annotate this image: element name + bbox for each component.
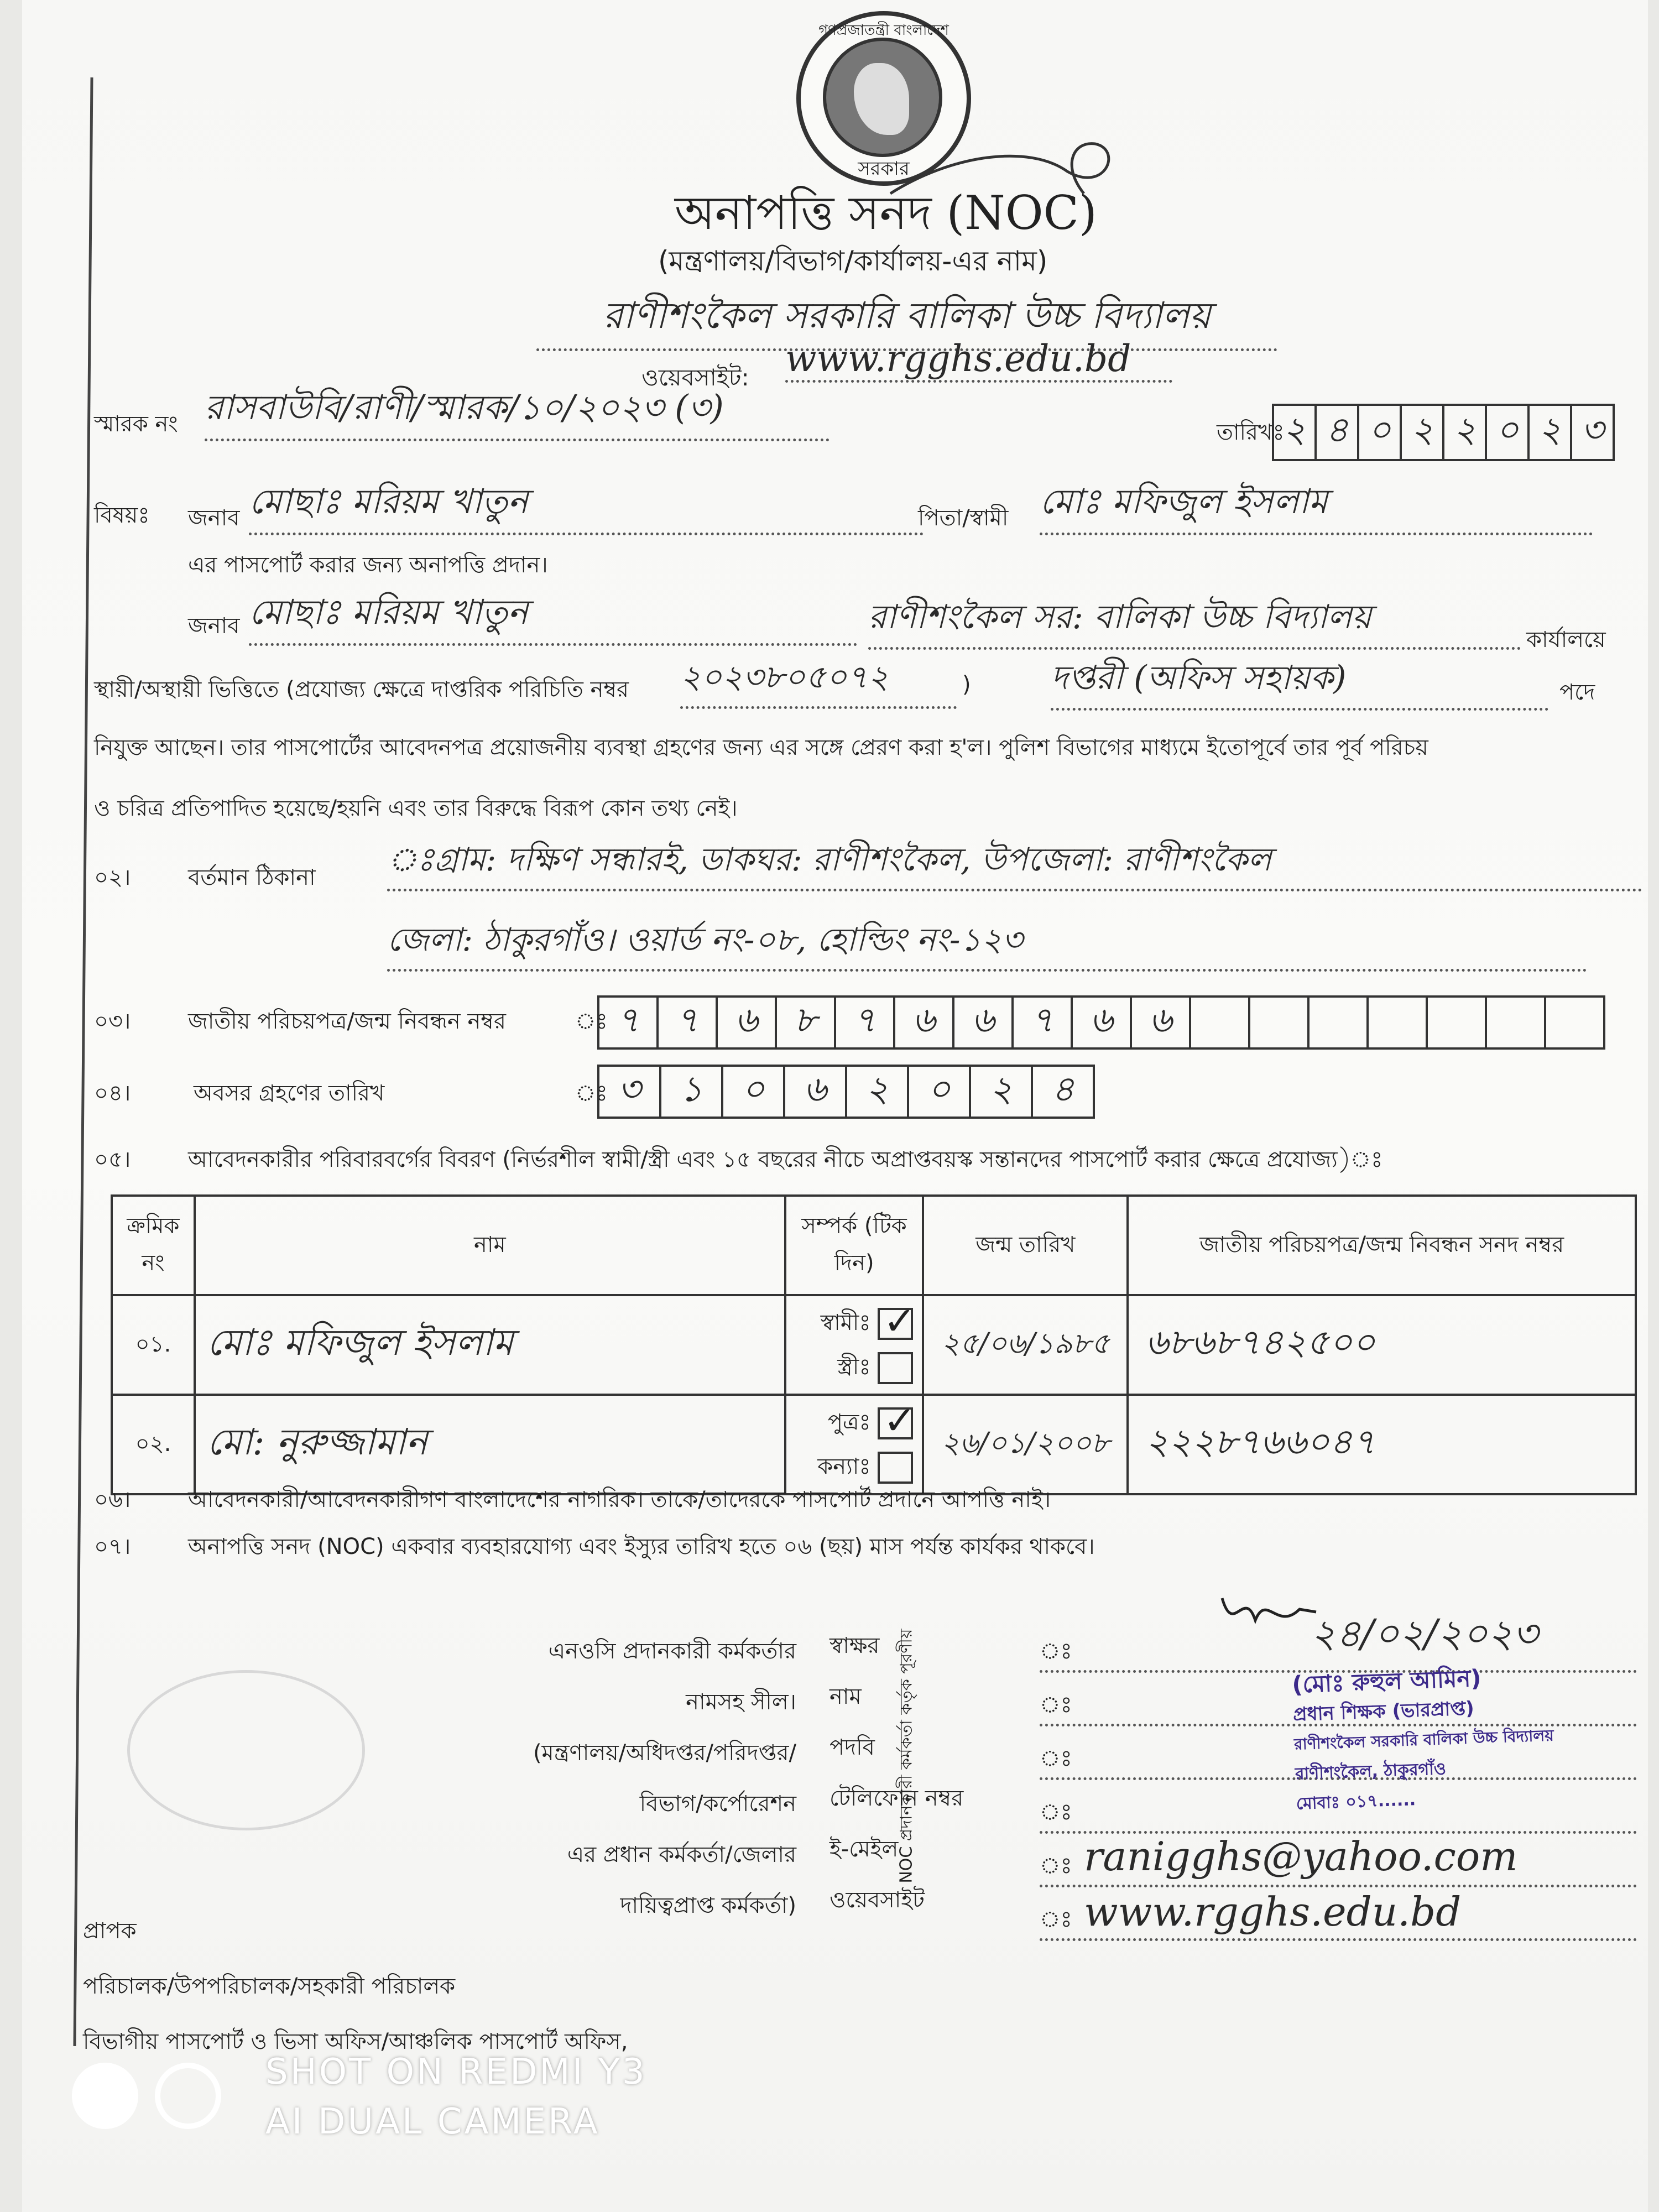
digit-box [1428, 998, 1487, 1047]
digit-box: ৪ [1317, 406, 1359, 459]
row-relation [785, 1395, 924, 1494]
digit-box: ০ [909, 1067, 971, 1117]
address-line1: ঃগ্রাম: দক্ষিণ সন্ধারই, ডাকঘর: রাণীশংকৈল, উপজেলা: রাণীশংকৈল [387, 835, 1642, 891]
digit-box: ৮ [777, 998, 836, 1047]
signatory-line: এনওসি প্রদানকারী কর্মকর্তার [548, 1639, 796, 1664]
digit-box: ৬ [895, 998, 954, 1047]
page-title: অনাপত্তি সনদ (NOC) [675, 186, 1097, 240]
digit-box: ০ [1487, 406, 1530, 459]
digit-box: ৭ [1014, 998, 1073, 1047]
father-name: মোঃ মফিজুল ইসলাম [1040, 476, 1593, 535]
signature-date: ২৪/০২/২০২৩ [1311, 1611, 1538, 1656]
basis-text: স্থায়ী/অস্থায়ী ভিত্তিতে (প্রযোজ্য ক্ষেত্রে দাপ্তরিক পরিচিতি নম্বর [94, 677, 629, 702]
retire-colon: ঃ [575, 1081, 608, 1106]
stamp-school: রাণীশংকৈল সরকারি বালিকা উচ্চ বিদ্যালয় [1293, 1726, 1554, 1754]
signatory-line: দায়িত্বপ্রাপ্ত কর্মকর্তা) [620, 1893, 796, 1918]
header-relation: সম্পর্ক (টিক দিন) [785, 1196, 924, 1295]
table-row [112, 1395, 1636, 1494]
id-close: ) [962, 672, 971, 697]
daughter-checkbox[interactable] [878, 1452, 913, 1484]
address-line2: জেলা: ঠাকুরগাঁও। ওয়ার্ড নং-০৮, হোল্ডিং নং-১২৩ [387, 915, 1587, 972]
item-05-number: ০৫। [94, 1147, 131, 1172]
row-dob: ২৬/০১/২০০৮ [923, 1395, 1128, 1494]
field-signature-label: স্বাক্ষর [830, 1633, 880, 1658]
subject-name: মোছাঃ মরিয়ম খাতুন [249, 476, 924, 535]
digit-box [1546, 998, 1603, 1047]
digit-box [1310, 998, 1369, 1047]
signatory-line: (মন্ত্রণালয়/অধিদপ্তর/পরিদপ্তর/ [533, 1740, 796, 1766]
faded-stamp-icon [127, 1670, 365, 1830]
website-value: www.rgghs.edu.bd [785, 337, 1172, 383]
body-name: মোছাঃ মরিয়ম খাতুন [249, 586, 857, 646]
row-serial: ০২. [112, 1395, 195, 1494]
signatory-line: এর প্রধান কর্মকর্তা/জেলার [567, 1842, 796, 1867]
digit-box: ২ [847, 1067, 909, 1117]
signature-scribble-icon [1211, 1582, 1322, 1648]
body-office: রাণীশংকৈল সর: বালিকা উচ্চ বিদ্যালয় [868, 592, 1521, 650]
relation-son-label: পুত্রঃ [827, 1410, 871, 1435]
colon: ঃ [1040, 1853, 1072, 1879]
header-dob: জন্ম তারিখ [923, 1196, 1128, 1295]
field-phone-label: টেলিফোন নম্বর [830, 1786, 964, 1811]
row-nid: ৬৮৬৮৭৪২৫০০ [1128, 1295, 1636, 1395]
header-nid: জাতীয় পরিচয়পত্র/জন্ম নিবন্ধন সনদ নম্বর [1128, 1196, 1636, 1295]
memo-label: স্মারক নং [94, 411, 178, 437]
nid-boxes [597, 995, 1605, 1050]
address-label: বর্তমান ঠিকানা [188, 865, 316, 890]
office-name: রাণীশংকৈল সরকারি বালিকা উচ্চ বিদ্যালয় [536, 288, 1277, 351]
date-label: তারিখঃ [1217, 420, 1285, 445]
table-row [112, 1295, 1636, 1395]
retire-boxes [597, 1065, 1095, 1119]
subject-label: বিষয়ঃ [94, 503, 150, 528]
digit-box: ৩ [1580, 409, 1604, 451]
signatory-line: নামসহ সীল। [686, 1689, 796, 1715]
subject-line2: এর পাসপোর্ট করার জন্য অনাপত্তি প্রদান। [188, 552, 548, 578]
email-value: ranigghs@yahoo.com [1084, 1833, 1518, 1880]
date-boxes [1272, 404, 1615, 461]
page-subtitle: (মন্ত্রণালয়/বিভাগ/কার্যালয়-এর নাম) [658, 245, 1048, 277]
recipient-line2: বিভাগীয় পাসপোর্ট ও ভিসা অফিস/আঞ্চলিক পাসপোর্ট অফিস, [83, 2029, 628, 2054]
row-name: মোঃ মফিজুল ইসলাম [195, 1295, 785, 1395]
watermark-dot-icon [72, 2063, 138, 2129]
bangladesh-map-icon [854, 63, 909, 135]
digit-box: ৬ [1132, 998, 1191, 1047]
digit-box [1191, 998, 1250, 1047]
family-label: আবেদনকারীর পরিবারবর্গের বিবরণ (নির্ভরশীল স্বামী/স্ত্রী এবং ১৫ বছরের নীচে অপ্রাপ্তবয়স্ক সন্তানদের পাসপোর্ট করার ক্ষেত্রে প্রযোজ্য)ঃ [188, 1147, 1383, 1172]
body-para3: ও চরিত্র প্রতিপাদিত হয়েছে/হয়নি এবং তার বিরুদ্ধে বিরূপ কোন তথ্য নেই। [94, 796, 738, 821]
website-signatory-value: www.rgghs.edu.bd [1084, 1888, 1462, 1935]
signatory-line: বিভাগ/কর্পোরেশন [639, 1791, 796, 1817]
stamp-title: প্রধান শিক্ষক (ভারপ্রাপ্ত) [1292, 1697, 1475, 1726]
stamp-place: রাণীশংকৈল, ঠাকুরগাঁও [1295, 1759, 1447, 1784]
document-page [22, 0, 1648, 2212]
digit-box: ২ [1274, 406, 1317, 459]
digit-box: ৭ [599, 998, 659, 1047]
seal-text-bottom: সরকার [858, 158, 910, 180]
memo-number: রাসবাউবি/রাণী/স্মারক/১০/২০২৩ (৩) [205, 382, 830, 441]
field-email-label: ই-মেইল [830, 1837, 899, 1862]
colon: ঃ [1040, 1799, 1072, 1825]
digit-box [1487, 998, 1546, 1047]
signatory-field-labels [830, 1620, 963, 1926]
item-07-number: ০৭। [94, 1534, 131, 1559]
body-janab: জনাব [188, 613, 240, 639]
item-06-number: ০৬। [94, 1487, 131, 1512]
digit-box [1250, 998, 1310, 1047]
wife-checkbox[interactable] [878, 1352, 913, 1384]
margin-line [73, 77, 93, 2046]
note-07: অনাপত্তি সনদ (NOC) একবার ব্যবহারযোগ্য এবং ইস্যুর তারিখ হতে ০৬ (ছয়) মাস পর্যন্ত কার্যকর থাকবে। [188, 1534, 1095, 1559]
row-relation [785, 1295, 924, 1395]
row-name: মো: নুরুজ্জামান [195, 1395, 785, 1494]
relation-wife-label: স্ত্রীঃ [837, 1354, 871, 1380]
digit-box: ২ [1444, 406, 1487, 459]
watermark-line2: AI DUAL CAMERA [265, 2101, 600, 2142]
digit-box: ২ [971, 1067, 1033, 1117]
subject-janab: জনাব [188, 505, 240, 531]
stamp-name: (মোঃ রুহুল আমিন) [1291, 1664, 1482, 1698]
field-designation-label: পদবি [830, 1735, 875, 1760]
seal-text-top: গণপ্রজাতন্ত্রী বাংলাদেশ [818, 22, 949, 39]
father-label: পিতা/স্বামী [918, 505, 1009, 531]
signatory-description [398, 1626, 796, 1931]
official-stamp [1291, 1659, 1606, 1819]
relation-husband-label: স্বামীঃ [820, 1310, 871, 1335]
digit-box: ০ [1359, 406, 1402, 459]
digit-box: ১ [661, 1067, 723, 1117]
colon: ঃ [1040, 1639, 1072, 1664]
stamp-mobile: মোবাঃ ০১৭...... [1296, 1790, 1416, 1814]
recipient-label: প্রাপক [83, 1918, 137, 1944]
nid-colon: ঃ [575, 1009, 608, 1034]
watermark-line1: SHOT ON REDMI Y3 [265, 2052, 647, 2093]
recipient-line1: পরিচালক/উপপরিচালক/সহকারী পরিচালক [83, 1974, 456, 1999]
field-name-label: নাম [830, 1684, 862, 1709]
row-dob: ২৫/০৬/১৯৮৫ [923, 1295, 1128, 1395]
digit-box: ০ [723, 1067, 785, 1117]
digit-box: ২ [1402, 406, 1444, 459]
header-serial: ক্রমিক নং [112, 1196, 195, 1295]
digit-box: ৪ [1051, 1068, 1074, 1110]
note-06: আবেদনকারী/আবেদনকারীগণ বাংলাদেশের নাগরিক। তাকে/তাদেরকে পাসপোর্ট প্রদানে আপত্তি নাই। [188, 1487, 1051, 1512]
nid-label: জাতীয় পরিচয়পত্র/জন্ম নিবন্ধন নম্বর [188, 1009, 506, 1034]
office-suffix: কার্যালয়ে [1526, 627, 1606, 653]
digit-box: ৭ [659, 998, 718, 1047]
retire-label: অবসর গ্রহণের তারিখ [194, 1081, 385, 1106]
designation: দপ্তরী (অফিস সহায়ক) [1051, 653, 1548, 711]
colon: ঃ [1040, 1746, 1072, 1771]
watermark-ring-icon [155, 2063, 221, 2129]
digit-box: ৬ [1073, 998, 1132, 1047]
son-checkbox[interactable] [878, 1407, 913, 1439]
digit-box: ৬ [954, 998, 1014, 1047]
digit-box: ২ [1530, 406, 1572, 459]
digit-box [1369, 998, 1428, 1047]
family-table-header [112, 1196, 1636, 1295]
website-label: ওয়েবসাইট: [641, 364, 749, 391]
digit-box: ৩ [599, 1067, 661, 1117]
office-id-number: ২০২৩৮০৫০৭২ [680, 653, 957, 709]
post-suffix: পদে [1559, 680, 1595, 705]
digit-box: ৬ [718, 998, 777, 1047]
row-serial: ০১. [112, 1295, 195, 1395]
item-02-number: ০২। [94, 865, 131, 890]
digit-box: ৭ [836, 998, 895, 1047]
header-name: নাম [195, 1196, 785, 1295]
relation-daughter-label: কন্যাঃ [817, 1454, 871, 1479]
digit-box: ৬ [785, 1067, 847, 1117]
row-nid: ২২২৮৭৬৬০৪৭ [1128, 1395, 1636, 1494]
item-03-number: ০৩। [94, 1009, 131, 1034]
vertical-label: NOC প্রদানকারী কর্মকর্তা কর্তৃক পূরণীয় [896, 1629, 916, 1884]
body-para2: নিযুক্ত আছেন। তার পাসপোর্টের আবেদনপত্র প্রয়োজনীয় ব্যবস্থা গ্রহণের জন্য এর সঙ্গে প্রেরণ করা হ'ল। পুলিশ বিভাগের মাধ্যমে ইতোপূর্বে তার পূর্ব পরিচয় [94, 735, 1428, 760]
colon: ঃ [1040, 1907, 1072, 1932]
husband-checkbox[interactable] [878, 1308, 913, 1340]
colon: ঃ [1040, 1692, 1072, 1718]
family-table [111, 1194, 1637, 1495]
item-04-number: ০৪। [94, 1081, 131, 1106]
field-website-label: ওয়েবসাইট [830, 1887, 925, 1913]
